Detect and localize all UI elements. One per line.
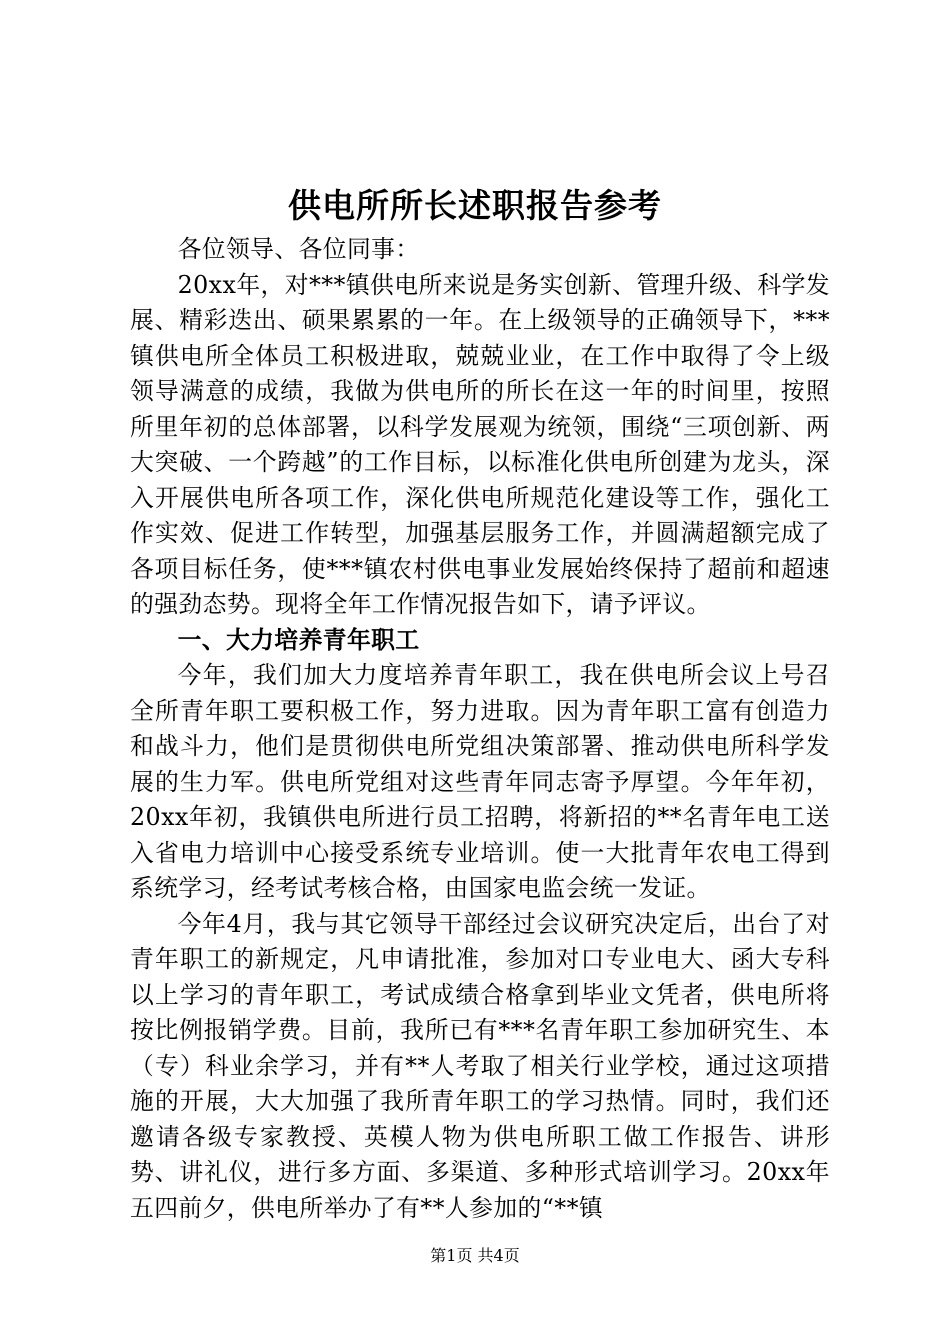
body-paragraph: 今年4月，我与其它领导干部经过会议研究决定后，出台了对青年职工的新规定，凡申请批准，参加对口专业电大、函大专科以上学习的青年职工，考试成绩合格拿到毕业文凭者，供电所将按比例报销学费。目前，我所已有***名青年职工参加研究生、本（专）科业余学习，并有**人考取了相关行业学校，通过这项措施的开展，大大加强了我所青年职工的学习热情。同时，我们还邀请各级专家教授、英模人物为供电所职工做工作报告、讲形势、讲礼仪，进行多方面、多渠道、多种形式培训学习。20xx年五四前夕，供电所举办了有**人参加的“**镇 (130, 909, 830, 1222)
body-paragraph: 今年，我们加大力度培养青年职工，我在供电所会议上号召全所青年职工要积极工作，努力进取。因为青年职工富有创造力和战斗力，他们是贯彻供电所党组决策部署、推动供电所科学发展的生力军。供电所党组对这些青年同志寄予厚望。今年年初，20xx年初，我镇供电所进行员工招聘，将新招的**名青年电工送入省电力培训中心接受系统专业培训。使一大批青年农电工得到系统学习，经考试考核合格，由国家电监会统一发证。 (130, 661, 830, 902)
intro-paragraph: 20xx年，对***镇供电所来说是务实创新、管理升级、科学发展、精彩迭出、硕果累累的一年。在上级领导的正确领导下，***镇供电所全体员工积极进取，兢兢业业，在工作中取得了令上级领导满意的成绩，我做为供电所的所长在这一年的时间里，按照所里年初的总体部署，以科学发展观为统领，围绕“三项创新、两大突破、一个跨越”的工作目标，以标准化供电所创建为龙头，深入开展供电所各项工作，深化供电所规范化建设等工作，强化工作实效、促进工作转型，加强基层服务工作，并圆满超额完成了各项目标任务，使***镇农村供电事业发展始终保持了超前和超速的强劲态势。现将全年工作情况报告如下，请予评议。 (130, 270, 830, 618)
document-body (130, 232, 830, 1226)
section-heading: 一、大力培养青年职工 (177, 625, 420, 654)
document-title: 供电所所长述职报告参考 (288, 186, 662, 225)
salutation: 各位领导、各位同事： (177, 235, 420, 263)
page-footer: 第1页 共4页 (430, 1246, 520, 1265)
